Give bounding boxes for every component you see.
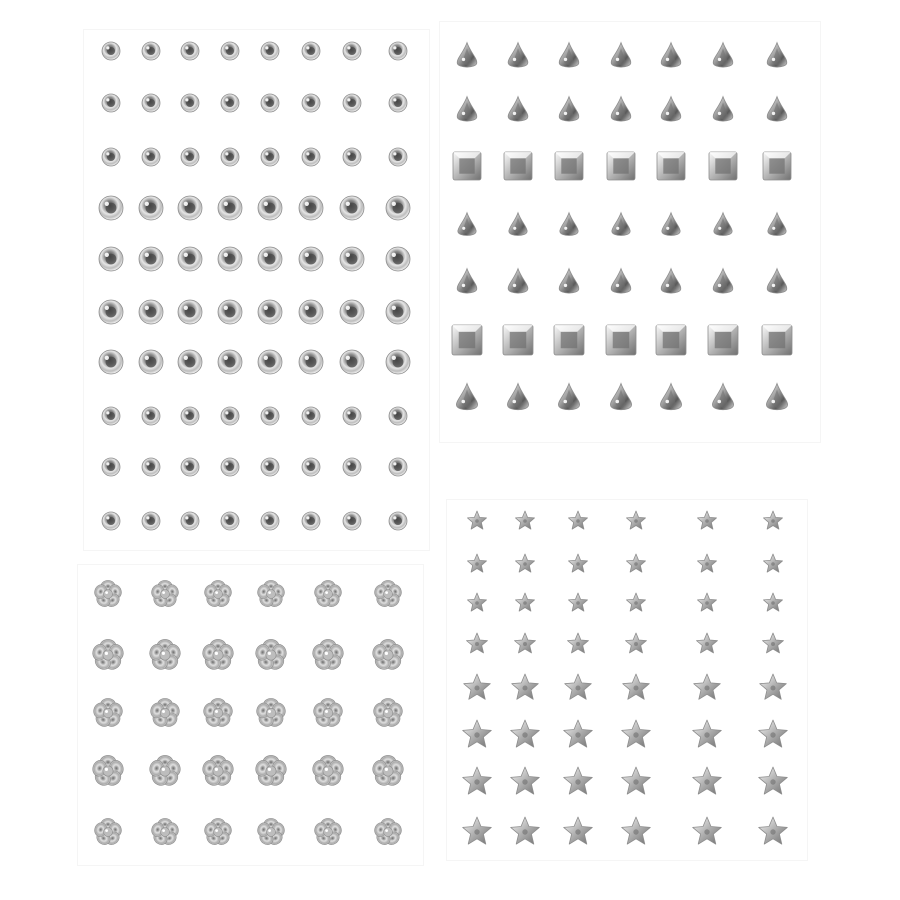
star-gem <box>764 593 783 611</box>
star-gem <box>468 593 487 611</box>
flower-gem <box>313 580 343 609</box>
round-gem <box>386 350 410 374</box>
star-gem <box>622 720 651 747</box>
star-gem <box>759 720 788 747</box>
flower-gem <box>372 698 404 729</box>
teardrop-gem <box>559 97 579 122</box>
star-gem <box>464 674 491 699</box>
teardrop-gem <box>509 213 527 236</box>
star-gem <box>467 633 488 653</box>
flower-gem <box>256 818 286 847</box>
star-gem <box>693 817 722 844</box>
round-gem <box>218 247 242 271</box>
flower-gem <box>313 818 343 847</box>
square-gem <box>762 325 792 355</box>
star-gem <box>468 554 487 572</box>
round-gem <box>221 148 239 166</box>
round-gem <box>343 458 361 476</box>
round-gem <box>181 42 199 60</box>
round-gem <box>99 247 123 271</box>
round-gem <box>261 42 279 60</box>
square-gem <box>656 325 686 355</box>
teardrop-gem <box>508 269 528 294</box>
square-gem <box>708 325 738 355</box>
round-gem <box>386 300 410 324</box>
star-gem <box>568 633 589 653</box>
round-gem <box>102 94 120 112</box>
round-gem <box>343 148 361 166</box>
flower-gem <box>91 755 125 788</box>
round-gem <box>178 350 202 374</box>
flower-gem <box>371 639 405 672</box>
star-gem <box>569 511 588 529</box>
flower-gem <box>254 755 288 788</box>
round-gem <box>299 350 323 374</box>
teardrop-gem <box>767 43 787 68</box>
round-gem <box>181 512 199 530</box>
round-gem <box>102 42 120 60</box>
star-gem <box>516 554 535 572</box>
star-gem <box>623 674 650 699</box>
star-gem <box>511 720 540 747</box>
round-gem <box>261 94 279 112</box>
teardrop-gem <box>713 269 733 294</box>
round-gem <box>139 196 163 220</box>
round-gem <box>142 148 160 166</box>
round-gem <box>221 94 239 112</box>
round-gem <box>142 407 160 425</box>
star-gem <box>516 511 535 529</box>
round-gem <box>181 148 199 166</box>
flower-gem <box>312 698 344 729</box>
teardrop-gem <box>611 269 631 294</box>
star-gem <box>626 633 647 653</box>
star-gem <box>565 674 592 699</box>
round-gem <box>218 300 242 324</box>
flower-gem <box>373 580 403 609</box>
star-gem <box>463 767 492 794</box>
square-gem <box>554 325 584 355</box>
round-gem <box>181 94 199 112</box>
round-gem <box>139 350 163 374</box>
teardrop-gem <box>612 213 630 236</box>
flower-gem <box>254 639 288 672</box>
star-gem <box>764 511 783 529</box>
star-gem <box>698 554 717 572</box>
round-gem <box>389 512 407 530</box>
teardrop-gem <box>766 384 787 410</box>
round-gem <box>218 350 242 374</box>
round-gem <box>142 458 160 476</box>
round-gem <box>221 512 239 530</box>
flower-gem <box>371 755 405 788</box>
round-gem <box>389 42 407 60</box>
round-gem <box>261 512 279 530</box>
flower-gem <box>203 818 233 847</box>
round-gem <box>302 512 320 530</box>
flower-gem <box>255 698 287 729</box>
round-gem <box>221 407 239 425</box>
round-gem <box>389 148 407 166</box>
round-gem <box>340 196 364 220</box>
star-gem <box>760 674 787 699</box>
teardrop-gem <box>662 213 680 236</box>
square-gem <box>452 325 482 355</box>
star-gem <box>763 633 784 653</box>
star-gem <box>564 767 593 794</box>
star-gem <box>759 767 788 794</box>
flower-gem <box>150 818 180 847</box>
star-gem <box>512 674 539 699</box>
round-gem <box>102 458 120 476</box>
square-gem <box>555 152 583 180</box>
flower-gem <box>373 818 403 847</box>
round-gem <box>139 300 163 324</box>
round-gem <box>142 42 160 60</box>
round-gem <box>299 247 323 271</box>
star-gem <box>627 554 646 572</box>
star-gem <box>564 817 593 844</box>
square-gem <box>606 325 636 355</box>
teardrop-gem <box>610 384 631 410</box>
flower-gem <box>311 639 345 672</box>
star-gem <box>569 554 588 572</box>
star-gem <box>515 633 536 653</box>
round-gem <box>302 458 320 476</box>
star-gem <box>468 511 487 529</box>
teardrop-gem <box>559 269 579 294</box>
round-gem <box>261 458 279 476</box>
star-gem <box>569 593 588 611</box>
flower-gem <box>203 580 233 609</box>
star-gem <box>764 554 783 572</box>
star-gem <box>627 511 646 529</box>
teardrop-gem <box>661 269 681 294</box>
teardrop-gem <box>458 213 476 236</box>
round-gem <box>389 407 407 425</box>
round-gem <box>340 300 364 324</box>
round-gem <box>343 42 361 60</box>
round-gem <box>218 196 242 220</box>
flower-gem <box>92 698 124 729</box>
round-gem <box>302 407 320 425</box>
square-gem <box>453 152 481 180</box>
square-gem <box>657 152 685 180</box>
teardrop-gem <box>767 269 787 294</box>
teardrop-gem <box>559 43 579 68</box>
round-gem <box>389 94 407 112</box>
teardrop-gem <box>560 213 578 236</box>
round-gem <box>261 148 279 166</box>
flower-gem <box>202 698 234 729</box>
round-gem <box>302 148 320 166</box>
teardrop-gem <box>713 97 733 122</box>
round-gem <box>142 512 160 530</box>
teardrop-gem <box>714 213 732 236</box>
round-gem <box>221 42 239 60</box>
teardrop-gem <box>661 43 681 68</box>
round-gem <box>299 196 323 220</box>
round-gem <box>99 300 123 324</box>
round-gem <box>258 196 282 220</box>
teardrop-gem <box>660 384 681 410</box>
teardrop-gem <box>611 43 631 68</box>
flower-gem <box>93 818 123 847</box>
flower-gem <box>150 580 180 609</box>
star-gem <box>622 817 651 844</box>
teardrop-gem <box>457 43 477 68</box>
flower-gem <box>201 755 235 788</box>
square-gem <box>503 325 533 355</box>
round-gem <box>343 94 361 112</box>
round-gem <box>302 42 320 60</box>
star-gem <box>698 511 717 529</box>
teardrop-gem <box>712 384 733 410</box>
round-gem <box>99 350 123 374</box>
round-gem <box>340 247 364 271</box>
round-gem <box>386 196 410 220</box>
round-gem <box>142 94 160 112</box>
star-gem <box>693 767 722 794</box>
teardrop-gem <box>767 97 787 122</box>
flower-gem <box>93 580 123 609</box>
flower-gem <box>91 639 125 672</box>
round-gem <box>181 458 199 476</box>
teardrop-gem <box>768 213 786 236</box>
round-gem <box>258 247 282 271</box>
round-gem <box>302 94 320 112</box>
round-gem <box>102 407 120 425</box>
round-gem <box>386 247 410 271</box>
round-gem <box>102 148 120 166</box>
round-gem <box>139 247 163 271</box>
flower-gem <box>149 698 181 729</box>
round-gem <box>178 300 202 324</box>
star-gem <box>698 593 717 611</box>
round-gem <box>389 458 407 476</box>
star-gem <box>564 720 593 747</box>
round-gem <box>343 407 361 425</box>
star-gem <box>759 817 788 844</box>
teardrop-gem <box>508 43 528 68</box>
star-gem <box>511 817 540 844</box>
square-gem <box>709 152 737 180</box>
round-gem <box>258 300 282 324</box>
round-gem <box>102 512 120 530</box>
star-gem <box>463 817 492 844</box>
star-gem <box>516 593 535 611</box>
flower-gem <box>201 639 235 672</box>
teardrop-gem <box>713 43 733 68</box>
round-gem <box>261 407 279 425</box>
star-gem <box>511 767 540 794</box>
teardrop-gem <box>457 97 477 122</box>
flower-gem <box>148 639 182 672</box>
round-gem <box>343 512 361 530</box>
round-gem <box>340 350 364 374</box>
star-gem <box>693 720 722 747</box>
teardrop-gem <box>611 97 631 122</box>
flower-gem <box>311 755 345 788</box>
star-gem <box>697 633 718 653</box>
teardrop-gem <box>456 384 477 410</box>
teardrop-gem <box>457 269 477 294</box>
flower-gem <box>256 580 286 609</box>
flower-gem <box>148 755 182 788</box>
teardrop-gem <box>661 97 681 122</box>
round-gem <box>178 196 202 220</box>
star-gem <box>622 767 651 794</box>
teardrop-gem <box>558 384 579 410</box>
star-gem <box>627 593 646 611</box>
star-gem <box>694 674 721 699</box>
star-gem <box>463 720 492 747</box>
square-gem <box>607 152 635 180</box>
round-gem <box>178 247 202 271</box>
square-gem <box>763 152 791 180</box>
square-gem <box>504 152 532 180</box>
round-gem <box>221 458 239 476</box>
teardrop-gem <box>508 97 528 122</box>
round-gem <box>299 300 323 324</box>
round-gem <box>181 407 199 425</box>
round-gem <box>258 350 282 374</box>
teardrop-gem <box>507 384 528 410</box>
round-gem <box>99 196 123 220</box>
